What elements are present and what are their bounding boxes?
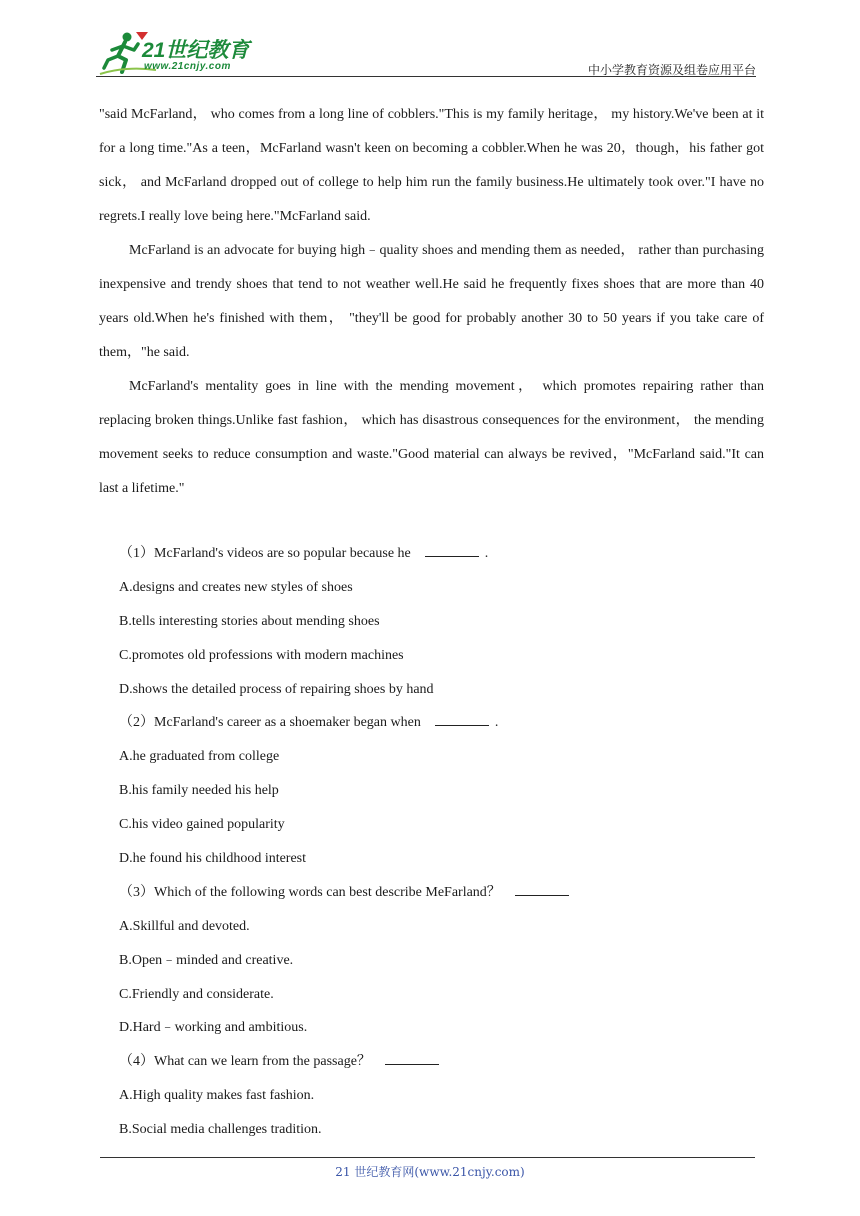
answer-option[interactable]: B.his family needed his help: [119, 783, 279, 799]
passage-paragraph: McFarland's mentality goes in line with the mending movement， which promotes repairing rather than replacing broken things.Unlike fast fashion， which has disastrous consequences for the environment， the mending movement seeks to reduce consumption and waste."Good material can always be revived，"McFarland said."It can last a lifetime.": [99, 379, 764, 496]
answer-option[interactable]: C.his video gained popularity: [119, 817, 285, 833]
question-text: （1）McFarland's videos are so popular because he: [119, 546, 411, 561]
passage-paragraph: McFarland is an advocate for buying high﹣quality shoes and mending them as needed， rather than purchasing inexpensive and trendy shoes that tend to not weather well.He said he frequently fixes shoes that are more than 40 years old.When he's finished with them， "they'll be good for probably another 30 to 50 years if you take care of them，"he said.: [99, 243, 764, 360]
question-stem: [119, 706, 759, 740]
answer-option[interactable]: D.Hard﹣working and ambitious.: [119, 1020, 308, 1036]
answer-blank[interactable]: [435, 711, 489, 726]
page-footer[interactable]: 21 世纪教育网(www.21cnjy.com): [335, 1165, 525, 1179]
question-suffix: .: [494, 715, 499, 731]
passage-paragraph: "said McFarland， who comes from a long line of cobblers."This is my family heritage， my history.We've been at it for a long time."As a teen，McFarland wasn't keen on becoming a cobbler.When he was 20，though，his father got sick， and McFarland dropped out of college to help him run the family business.He ultimately took over."I have no regrets.I really love being here."McFarland said.: [99, 107, 764, 224]
answer-option[interactable]: A.designs and creates new styles of shoes: [119, 579, 353, 595]
site-tagline: 中小学教育资源及组卷应用平台: [587, 63, 756, 77]
answer-option[interactable]: D.shows the detailed process of repairing shoes by hand: [119, 681, 434, 697]
question-stem: [119, 537, 759, 571]
logo-text: 21世纪教育: [142, 39, 250, 62]
question-suffix: .: [484, 546, 489, 561]
answer-option[interactable]: D.he found his childhood interest: [119, 851, 307, 867]
page-header: [96, 30, 756, 78]
answer-blank[interactable]: [385, 1050, 439, 1065]
header-divider: [96, 76, 756, 77]
answer-option[interactable]: A.Skillful and devoted.: [119, 918, 250, 934]
question-text: （3）Which of the following words can best describe MeFarland？: [119, 884, 501, 900]
question-text: （4）What can we learn from the passage？: [119, 1054, 371, 1070]
site-logo[interactable]: [96, 30, 266, 78]
answer-blank[interactable]: [425, 542, 479, 557]
question-stem: [119, 1045, 759, 1079]
question-text: （2）McFarland's career as a shoemaker began when: [119, 715, 421, 731]
answer-option[interactable]: C.Friendly and considerate.: [119, 986, 274, 1002]
footer-divider: [100, 1157, 755, 1158]
answer-option[interactable]: B.Social media challenges tradition.: [119, 1122, 322, 1138]
answer-option[interactable]: B.tells interesting stories about mending shoes: [119, 613, 380, 629]
answer-option[interactable]: C.promotes old professions with modern machines: [119, 647, 404, 663]
answer-option[interactable]: A.High quality makes fast fashion.: [119, 1088, 315, 1104]
logo-url: www.21cnjy.com: [144, 61, 231, 72]
reading-passage: [99, 98, 764, 506]
answer-option[interactable]: B.Open﹣minded and creative.: [119, 952, 294, 968]
question-list: [119, 537, 759, 1147]
answer-blank[interactable]: [515, 881, 569, 896]
answer-option[interactable]: A.he graduated from college: [119, 749, 280, 765]
question-stem: [119, 876, 759, 910]
